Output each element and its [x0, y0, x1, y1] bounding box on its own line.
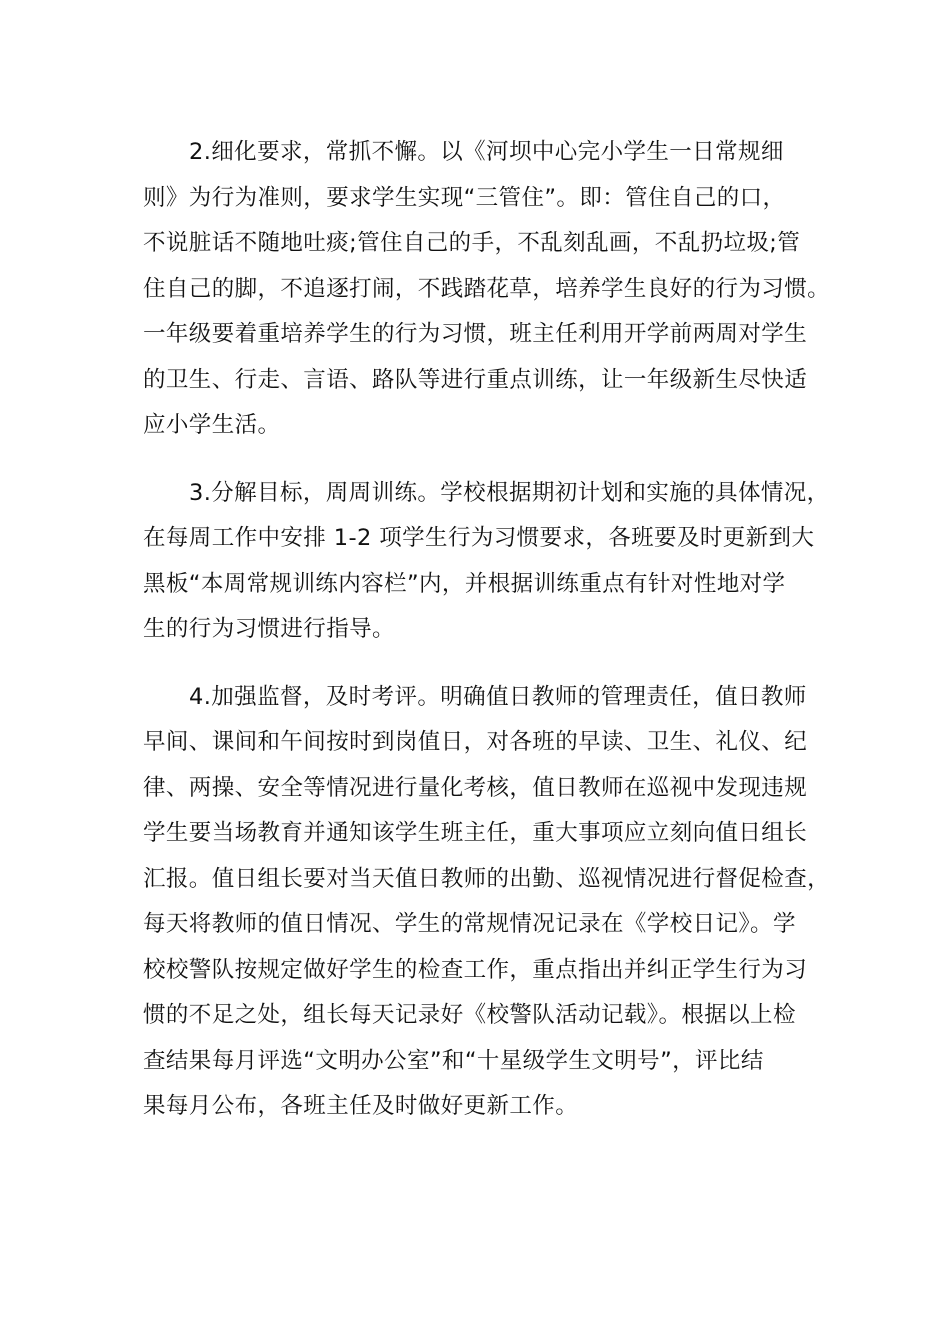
- paragraph-line: 果每月公布，各班主任及时做好更新工作。: [143, 1093, 579, 1119]
- paragraph-2: [143, 130, 831, 449]
- paragraph-line: 不说脏话不随地吐痰;管住自己的手，不乱刻乱画，不乱扔垃圾;管: [143, 230, 801, 256]
- paragraph-4: [143, 675, 831, 1130]
- paragraph-line: 一年级要着重培养学生的行为习惯，班主任利用开学前两周对学生: [143, 321, 808, 347]
- paragraph-line: 早间、课间和午间按时到岗值日，对各班的早读、卫生、礼仪、纪: [143, 729, 808, 755]
- paragraph-line: 4.加强监督，及时考评。明确值日教师的管理责任，值日教师: [189, 683, 807, 710]
- paragraph-line: 2.细化要求，常抓不懈。以《河坝中心完小学生一日常规细: [189, 139, 784, 165]
- paragraph-line: 3.分解目标，周周训练。学校根据期初计划和实施的具体情况，: [189, 479, 830, 506]
- paragraph-line: 则》为行为准则，要求学生实现“三管住”。即：管住自己的口，: [143, 184, 786, 211]
- paragraph-line: 每天将教师的值日情况、学生的常规情况记录在《学校日记》。学: [143, 911, 796, 937]
- paragraph-line: 在每周工作中安排 1-2 项学生行为习惯要求，各班要及时更新到大: [143, 525, 815, 551]
- paragraph-line: 汇报。值日组长要对当天值日教师的出勤、巡视情况进行督促检查，: [143, 865, 831, 892]
- paragraph-line: 住自己的脚，不追逐打闹，不践踏花草，培养学生良好的行为习惯。: [143, 275, 831, 302]
- paragraph-line: 惯的不足之处，组长每天记录好《校警队活动记载》。根据以上检: [143, 1002, 796, 1028]
- paragraph-line: 黑板“本周常规训练内容栏”内，并根据训练重点有针对性地对学: [143, 570, 786, 597]
- paragraph-line: 学生要当场教育并通知该学生班主任，重大事项应立刻向值日组长: [143, 820, 808, 846]
- paragraph-line: 应小学生活。: [143, 412, 281, 438]
- paragraph-line: 生的行为习惯进行指导。: [143, 616, 395, 642]
- paragraph-line: 校校警队按规定做好学生的检查工作，重点指出并纠正学生行为习: [143, 956, 808, 983]
- paragraph-line: 律、两操、安全等情况进行量化考核，值日教师在巡视中发现违规: [143, 774, 808, 801]
- paragraph-line: 的卫生、行走、言语、路队等进行重点训练，让一年级新生尽快适: [143, 366, 808, 393]
- paragraph-3: [143, 471, 830, 653]
- paragraph-line: 查结果每月评选“文明办公室”和“十星级学生文明号”，评比结: [143, 1047, 764, 1074]
